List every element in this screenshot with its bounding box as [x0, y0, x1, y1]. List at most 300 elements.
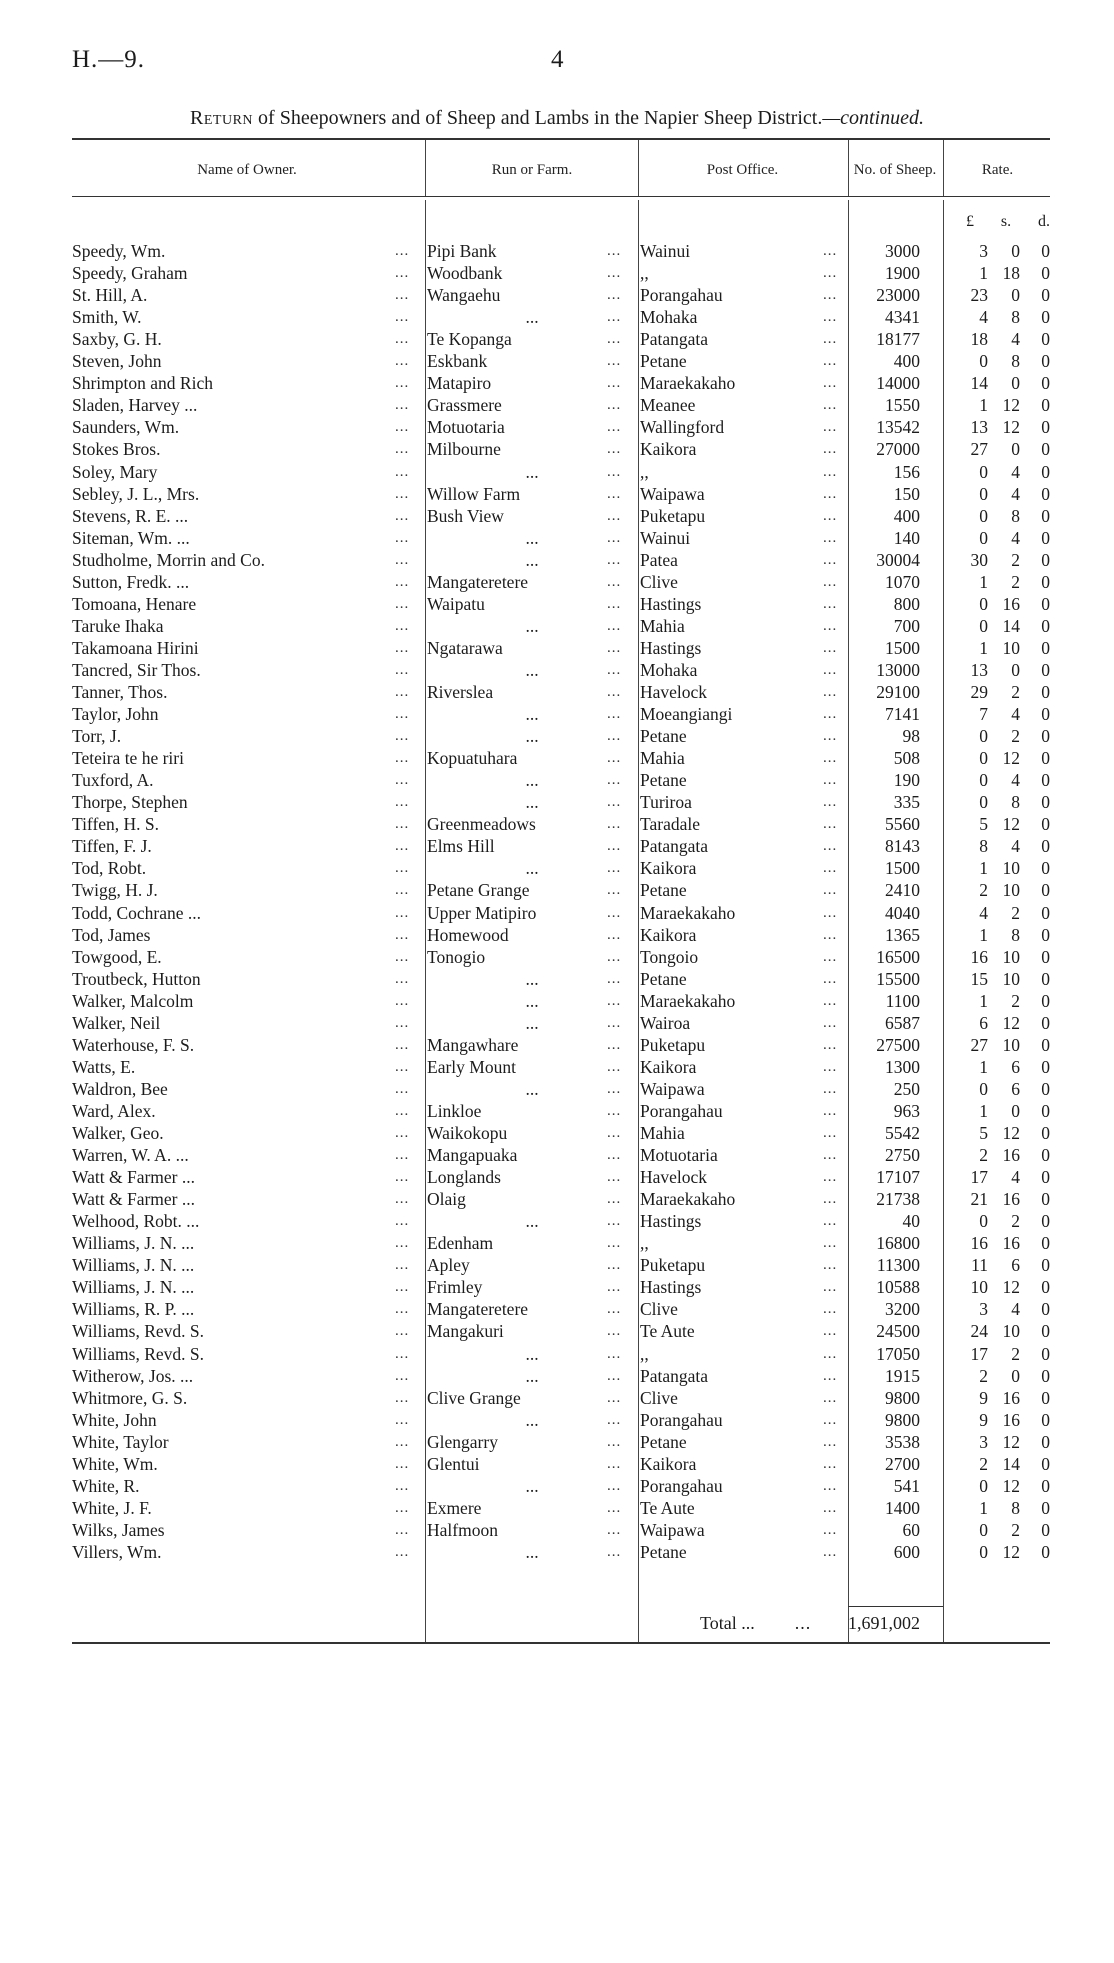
leader-dots: ...	[823, 309, 838, 326]
leader-dots: ...	[607, 485, 622, 502]
rate-shillings: 10	[1002, 1034, 1020, 1055]
owner-name: Williams, Revd. S.	[72, 1321, 205, 1342]
post-office: ,,	[640, 1343, 649, 1364]
table-row	[0, 1254, 1114, 1276]
pence-unit: d.	[1037, 213, 1050, 230]
total-label	[700, 1613, 811, 1634]
leader-dots: ...	[823, 1323, 838, 1340]
leader-dots: ...	[607, 728, 622, 745]
run-or-farm: Frimley	[427, 1277, 483, 1298]
rate-shillings: 2	[1011, 1519, 1020, 1540]
leader-dots: ...	[607, 1433, 622, 1450]
rate-pence: 0	[1041, 990, 1050, 1011]
rate-pence: 0	[1041, 748, 1050, 769]
rate-pence: 0	[1041, 968, 1050, 989]
table-row	[0, 879, 1114, 901]
post-office: Wallingford	[640, 417, 725, 438]
leader-dots: ...	[395, 1125, 410, 1141]
leader-dots: ...	[607, 1191, 622, 1208]
run-or-farm: Exmere	[427, 1497, 482, 1518]
rate-shillings: 8	[1011, 1497, 1020, 1518]
rate-shillings: 2	[1011, 726, 1020, 747]
owner-name: Williams, Revd. S.	[72, 1343, 205, 1364]
run-or-farm: Eskbank	[427, 351, 488, 372]
table-row	[0, 1453, 1114, 1475]
rate-pence: 0	[1041, 1211, 1050, 1232]
rate-shillings: 10	[1002, 880, 1020, 901]
sheep-count: 400	[893, 351, 920, 372]
rate-pounds: 0	[979, 792, 988, 813]
run-or-farm: Edenham	[427, 1233, 494, 1254]
total-rule	[848, 1606, 943, 1607]
rate-pounds: 5	[979, 1123, 988, 1143]
rate-shillings: 10	[1002, 946, 1020, 967]
rate-pounds: 1	[979, 1056, 988, 1077]
post-office: Hastings	[640, 1211, 702, 1232]
post-office: Moeangiangi	[640, 704, 733, 725]
leader-dots: ...	[607, 794, 622, 811]
rate-pounds: 2	[979, 880, 988, 901]
table-row	[0, 637, 1114, 659]
rate-pounds: 2	[979, 1453, 988, 1474]
run-or-farm: Mangateretere	[427, 571, 529, 592]
rate-pounds: 2	[979, 1365, 988, 1386]
leader-dots: ...	[395, 970, 410, 987]
table-row	[0, 747, 1114, 769]
leader-dots: ...	[395, 1543, 410, 1560]
rate-pence: 0	[1041, 1078, 1050, 1099]
leader-dots: ...	[607, 992, 622, 1009]
rate-shillings: 12	[1002, 1012, 1020, 1033]
page-title	[0, 107, 1114, 130]
post-office: Hastings	[640, 593, 702, 614]
table-row	[0, 835, 1114, 857]
table-row	[0, 1056, 1114, 1078]
owner-name: Ward, Alex.	[72, 1100, 156, 1121]
rate-pounds: 14	[970, 373, 988, 394]
rate-pounds: 0	[979, 1475, 988, 1496]
leader-dots: ...	[823, 1014, 838, 1031]
table-row	[0, 1298, 1114, 1320]
leader-dots: ...	[607, 287, 622, 304]
table-row	[0, 350, 1114, 372]
rate-pence: 0	[1041, 1475, 1050, 1496]
leader-dots: ...	[395, 684, 410, 700]
rate-shillings: 4	[1011, 483, 1020, 504]
rate-pence: 0	[1041, 637, 1050, 658]
leader-dots: ...	[607, 1543, 622, 1560]
leader-dots: ...	[823, 1455, 838, 1472]
leader-dots: ...	[823, 243, 838, 259]
rate-shillings: 12	[1002, 1277, 1020, 1298]
leader-dots: ...	[395, 1477, 410, 1494]
leader-dots: ...	[823, 1147, 838, 1164]
table-row	[0, 240, 1114, 262]
table-row	[0, 1188, 1114, 1210]
post-office: Petane	[640, 770, 687, 791]
sheep-count: 10588	[876, 1277, 920, 1298]
leader-dots: ...	[395, 441, 410, 458]
run-or-farm: Mangawhare	[427, 1034, 519, 1055]
run-or-farm: Glengarry	[427, 1431, 498, 1452]
rate-pence: 0	[1041, 1233, 1050, 1254]
leader-dots: ...	[607, 860, 622, 877]
leader-dots: ...	[395, 1367, 410, 1384]
owner-name: Sebley, J. L., Mrs.	[72, 483, 200, 504]
table-row	[0, 857, 1114, 879]
sheep-count: 5542	[885, 1123, 920, 1143]
sheep-count: 11300	[876, 1255, 920, 1276]
rate-pounds: 27	[970, 439, 988, 460]
leader-dots: ...	[395, 573, 410, 590]
run-or-farm: Kopuatuhara	[427, 748, 518, 769]
leader-dots: ...	[823, 617, 838, 634]
post-office: Meanee	[640, 395, 696, 416]
run-or-farm: ...	[525, 1365, 539, 1386]
rate-pence: 0	[1041, 770, 1050, 791]
rate-shillings: 12	[1002, 1431, 1020, 1452]
rate-pence: 0	[1041, 263, 1050, 284]
post-office: Wairoa	[640, 1012, 691, 1033]
leader-dots: ...	[395, 1213, 410, 1230]
leader-dots: ...	[395, 948, 410, 965]
leader-dots: ...	[607, 397, 622, 414]
rate-shillings: 8	[1011, 792, 1020, 813]
rate-pounds: 21	[970, 1189, 988, 1210]
rate-shillings: 2	[1011, 549, 1020, 570]
sheep-count: 9800	[885, 1409, 920, 1430]
table-row	[0, 262, 1114, 284]
rate-pence: 0	[1041, 461, 1050, 482]
sheep-count: 1900	[885, 263, 920, 284]
table-row	[0, 615, 1114, 637]
sheep-count: 29100	[876, 682, 920, 702]
table-row	[0, 394, 1114, 416]
post-office: Waipawa	[640, 1519, 705, 1540]
post-office: Turiroa	[640, 792, 692, 813]
leader-dots: ...	[395, 1345, 410, 1362]
leader-dots: ...	[823, 970, 838, 987]
post-office: Tongoio	[640, 946, 699, 967]
post-office: Maraekakaho	[640, 902, 736, 923]
rate-pounds: 16	[970, 946, 988, 967]
rate-pence: 0	[1041, 726, 1050, 747]
leader-dots: ...	[823, 1036, 838, 1053]
sheep-count: 21738	[876, 1189, 920, 1210]
sheep-count: 150	[893, 483, 920, 504]
column-header-run: Run or Farm.	[491, 162, 573, 178]
rate-shillings: 8	[1011, 307, 1020, 328]
leader-dots: ...	[607, 882, 622, 899]
table-row	[0, 813, 1114, 835]
leader-dots: ...	[823, 419, 838, 436]
sheep-count: 1550	[885, 395, 920, 416]
table-row	[0, 571, 1114, 593]
leader-dots: ...	[395, 1301, 410, 1318]
post-office: Petane	[640, 1541, 687, 1562]
rate-pounds: 9	[979, 1387, 988, 1408]
owner-name: White, John	[72, 1409, 157, 1430]
rate-shillings: 8	[1011, 924, 1020, 945]
post-office: Patea	[640, 549, 678, 570]
leader-dots: ...	[607, 1014, 622, 1031]
rate-pounds: 0	[979, 461, 988, 482]
rate-shillings: 12	[1002, 1123, 1020, 1143]
leader-dots: ...	[607, 1147, 622, 1164]
table-row	[0, 769, 1114, 791]
rate-shillings: 0	[1011, 373, 1020, 394]
leader-dots: ...	[607, 243, 622, 259]
sheep-count: 2750	[885, 1145, 920, 1166]
sheep-count: 156	[893, 461, 920, 482]
rate-pence: 0	[1041, 373, 1050, 394]
leader-dots: ...	[823, 1191, 838, 1208]
rate-pounds: 10	[970, 1277, 988, 1298]
sheep-count: 250	[893, 1078, 920, 1099]
rate-pounds: 13	[970, 659, 988, 680]
table-row	[0, 681, 1114, 703]
title-suffix: —continued.	[822, 107, 924, 129]
owner-name: Towgood, E.	[72, 946, 162, 967]
run-or-farm: ...	[525, 549, 539, 570]
post-office: Clive	[640, 1387, 678, 1408]
rate-pence: 0	[1041, 1387, 1050, 1408]
rate-pounds: 6	[979, 1012, 988, 1033]
post-office: Te Aute	[640, 1321, 695, 1342]
leader-dots: ...	[395, 463, 410, 480]
owner-name: Waterhouse, F. S.	[72, 1034, 195, 1055]
table-row	[0, 1034, 1114, 1056]
leader-dots: ...	[395, 1389, 410, 1406]
post-office: Waipawa	[640, 483, 705, 504]
leader-dots: ...	[395, 507, 410, 524]
post-office: Puketapu	[640, 505, 706, 526]
rate-pounds: 13	[970, 417, 988, 438]
sheep-count: 600	[893, 1541, 920, 1562]
rate-shillings: 12	[1002, 395, 1020, 416]
run-or-farm: Pipi Bank	[427, 241, 497, 261]
run-or-farm: Ngatarawa	[427, 637, 503, 658]
owner-name: White, J. F.	[72, 1497, 152, 1518]
leader-dots: ...	[823, 772, 838, 789]
owner-name: Twigg, H. J.	[72, 880, 158, 901]
rate-shillings: 12	[1002, 1541, 1020, 1562]
leader-dots: ...	[607, 1301, 622, 1318]
leader-dots: ...	[395, 1433, 410, 1450]
sheep-count: 24500	[876, 1321, 920, 1342]
leader-dots: ...	[395, 882, 410, 899]
owner-name: Troutbeck, Hutton	[72, 968, 201, 989]
leader-dots: ...	[395, 375, 410, 392]
rate-shillings: 4	[1011, 836, 1020, 857]
rate-pounds: 0	[979, 748, 988, 769]
leader-dots: ...	[395, 816, 410, 833]
rate-pence: 0	[1041, 1167, 1050, 1188]
leader-dots: ...	[607, 639, 622, 656]
leader-dots: ...	[395, 243, 410, 259]
leader-dots: ...	[395, 353, 410, 370]
run-or-farm: Glentui	[427, 1453, 480, 1474]
sheep-count: 1915	[885, 1365, 920, 1386]
leader-dots: ...	[823, 1367, 838, 1384]
run-or-farm: Willow Farm	[427, 483, 521, 504]
table-row	[0, 1497, 1114, 1519]
run-or-farm: ...	[525, 968, 539, 989]
sheep-count: 98	[902, 726, 920, 747]
post-office: Porangahau	[640, 1100, 723, 1121]
rate-shillings: 16	[1002, 1189, 1020, 1210]
leader-dots: ...	[607, 1058, 622, 1075]
leader-dots: ...	[607, 684, 622, 700]
table-row	[0, 461, 1114, 483]
table-row	[0, 1122, 1114, 1144]
sheep-count: 4341	[885, 307, 920, 328]
rate-pence: 0	[1041, 1431, 1050, 1452]
leader-dots: ...	[607, 1455, 622, 1472]
rate-pounds: 1	[979, 858, 988, 879]
run-or-farm: Clive Grange	[427, 1387, 521, 1408]
rate-pounds: 30	[970, 549, 988, 570]
rate-shillings: 10	[1002, 637, 1020, 658]
post-office: Te Aute	[640, 1497, 695, 1518]
run-or-farm: Milbourne	[427, 439, 501, 460]
leader-dots: ...	[823, 353, 838, 370]
leader-dots: ...	[607, 1367, 622, 1384]
sheep-count: 700	[893, 615, 920, 636]
run-or-farm: Mangapuaka	[427, 1145, 518, 1166]
post-office: Puketapu	[640, 1255, 706, 1276]
leader-dots: ...	[395, 1235, 410, 1252]
post-office: Mahia	[640, 615, 685, 636]
rate-shillings: 2	[1011, 990, 1020, 1011]
owner-name: Saunders, Wm.	[72, 417, 180, 438]
table-row	[0, 1387, 1114, 1409]
table-row	[0, 1365, 1114, 1387]
owner-name: Todd, Cochrane ...	[72, 902, 202, 923]
leader-dots: ...	[395, 1455, 410, 1472]
rate-pence: 0	[1041, 1321, 1050, 1342]
rate-shillings: 12	[1002, 1475, 1020, 1496]
rate-pence: 0	[1041, 1145, 1050, 1166]
leader-dots: ...	[395, 926, 410, 943]
sheep-count: 17050	[876, 1343, 920, 1364]
sheep-count: 5560	[885, 814, 920, 835]
run-or-farm: Greenmeadows	[427, 814, 536, 835]
owner-name: Stevens, R. E. ...	[72, 505, 189, 526]
post-office: Patangata	[640, 1365, 709, 1386]
run-or-farm: Grassmere	[427, 395, 502, 416]
leader-dots: ...	[607, 1080, 622, 1097]
sheep-count: 9800	[885, 1387, 920, 1408]
rate-pounds: 1	[979, 1100, 988, 1121]
run-or-farm: Longlands	[427, 1167, 501, 1188]
leader-dots: ...	[395, 1191, 410, 1208]
leader-dots: ...	[607, 926, 622, 943]
rate-shillings: 6	[1011, 1078, 1020, 1099]
leader-dots: ...	[395, 595, 410, 612]
leader-dots: ...	[607, 1257, 622, 1274]
sheep-count: 13000	[876, 659, 920, 680]
owner-name: Speedy, Graham	[72, 263, 188, 284]
leader-dots: ...	[395, 1323, 410, 1340]
rate-shillings: 10	[1002, 858, 1020, 879]
leader-dots: ...	[607, 1345, 622, 1362]
leader-dots: ...	[395, 1036, 410, 1053]
rate-shillings: 4	[1011, 770, 1020, 791]
post-office: Petane	[640, 1431, 687, 1452]
sheep-count: 1500	[885, 637, 920, 658]
rate-pounds: 23	[970, 285, 988, 306]
rate-pence: 0	[1041, 902, 1050, 923]
owner-name: Warren, W. A. ...	[72, 1145, 189, 1166]
run-or-farm: ...	[525, 615, 539, 636]
post-office: ,,	[640, 1233, 649, 1254]
sheep-count: 17107	[876, 1167, 920, 1188]
table-row	[0, 416, 1114, 438]
run-or-farm: ...	[525, 461, 539, 482]
leader-dots: ...	[395, 661, 410, 678]
table-row	[0, 306, 1114, 328]
shillings-unit: s.	[1000, 213, 1012, 230]
owner-name: Speedy, Wm.	[72, 241, 166, 261]
leader-dots: ...	[607, 617, 622, 634]
leader-dots: ...	[395, 1080, 410, 1097]
leader-dots: ...	[823, 1058, 838, 1075]
rate-pence: 0	[1041, 1056, 1050, 1077]
post-office: Porangahau	[640, 1409, 723, 1430]
rate-pence: 0	[1041, 946, 1050, 967]
post-office: Hastings	[640, 1277, 702, 1298]
leader-dots: ...	[607, 1521, 622, 1538]
leader-dots: ...	[823, 507, 838, 524]
rate-shillings: 2	[1011, 1211, 1020, 1232]
leader-dots: ...	[823, 1521, 838, 1538]
run-or-farm: Tonogio	[427, 946, 486, 967]
sheep-count: 15500	[876, 968, 920, 989]
post-office: Wainui	[640, 527, 691, 548]
owner-name: Smith, W.	[72, 307, 142, 328]
post-office: Mahia	[640, 748, 685, 769]
post-office: Clive	[640, 1299, 678, 1320]
rate-pounds: 8	[979, 836, 988, 857]
rate-pounds: 1	[979, 924, 988, 945]
owner-name: White, R.	[72, 1475, 140, 1496]
rate-pence: 0	[1041, 1277, 1050, 1298]
leader-dots: ...	[607, 331, 622, 348]
rate-pence: 0	[1041, 329, 1050, 350]
sheep-count: 13542	[876, 417, 920, 438]
owner-name: Soley, Mary	[72, 461, 158, 482]
leader-dots: ...	[823, 860, 838, 877]
table-row	[0, 1210, 1114, 1232]
owner-name: Stokes Bros.	[72, 439, 161, 460]
rate-pence: 0	[1041, 836, 1050, 857]
leader-dots: ...	[823, 728, 838, 745]
leader-dots: ...	[607, 265, 622, 282]
post-office: Porangahau	[640, 1475, 723, 1496]
owner-name: St. Hill, A.	[72, 285, 148, 306]
leader-dots: ...	[823, 750, 838, 767]
sheep-count: 1100	[885, 990, 920, 1011]
rate-shillings: 0	[1011, 285, 1020, 306]
rate-pence: 0	[1041, 814, 1050, 835]
leader-dots: ...	[607, 1213, 622, 1230]
leader-dots: ...	[395, 1279, 410, 1296]
leader-dots: ...	[395, 1499, 410, 1516]
rate-pence: 0	[1041, 1497, 1050, 1518]
leader-dots: ...	[607, 1323, 622, 1340]
post-office: Puketapu	[640, 1034, 706, 1055]
